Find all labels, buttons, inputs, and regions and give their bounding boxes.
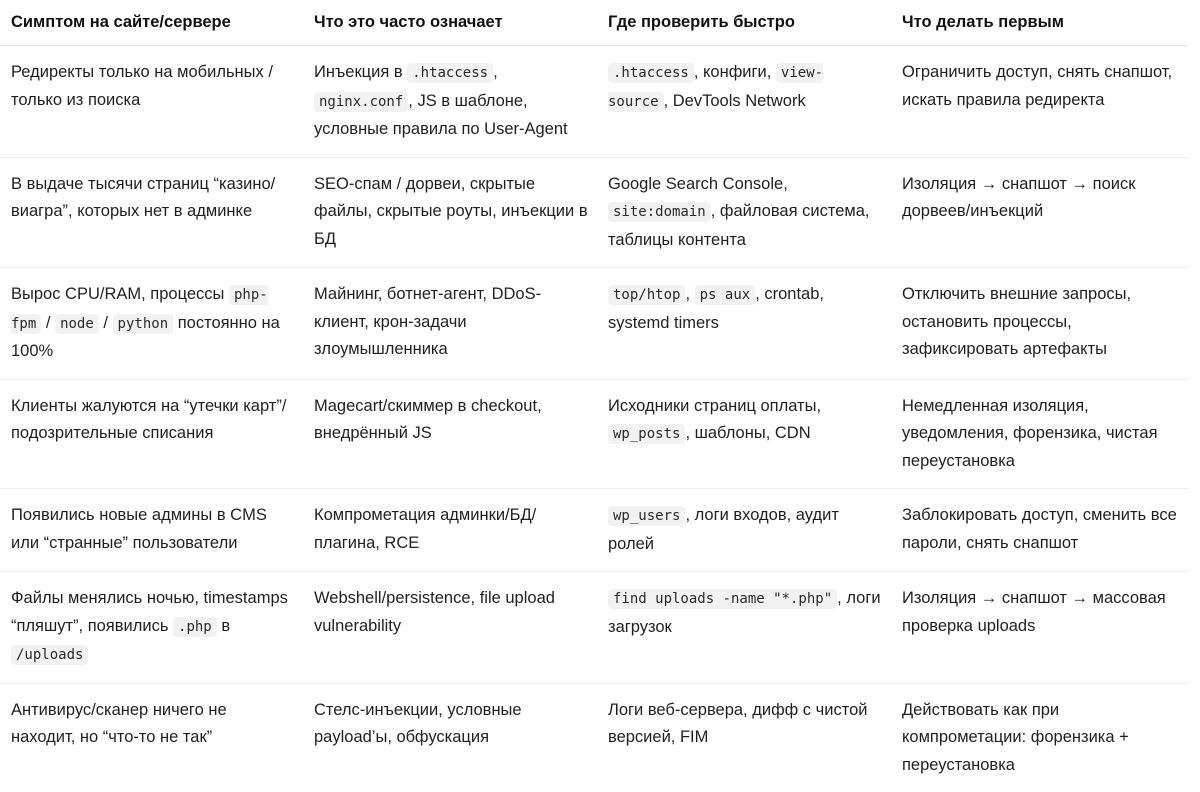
cell-where-check (597, 157, 891, 268)
table-row (0, 46, 1188, 158)
inline-code: site:domain (608, 202, 711, 222)
cell-text: , конфиги, (694, 63, 776, 81)
cell-text: , логи загрузок (608, 589, 881, 636)
cell-text: , логи входов, аудит ролей (608, 506, 839, 553)
cell-first-action (891, 157, 1188, 268)
inline-code: view-source (608, 63, 823, 112)
cell-text: Заблокировать доступ, сменить все пароли, снять снапшот (902, 506, 1177, 552)
cell-symptom (0, 157, 303, 268)
inline-code: /uploads (11, 645, 88, 665)
cell-text: Клиенты жалуются на “утечки карт”/подозрительные списания (11, 397, 286, 443)
cell-text: Файлы менялись ночью, timestamps “пляшут”, появились (11, 589, 288, 635)
cell-text: , JS в шаблоне, условные правила по User-Agent (314, 92, 568, 139)
inline-code: node (55, 314, 99, 334)
cell-symptom (0, 46, 303, 158)
table-row (0, 268, 1188, 380)
cell-symptom (0, 572, 303, 684)
cell-text: Изоляция → снапшот → массовая проверка uploads (902, 589, 1166, 635)
cell-meaning (303, 157, 597, 268)
cell-text: Вырос CPU/RAM, процессы (11, 285, 229, 303)
cell-text: , crontab, systemd timers (608, 285, 824, 332)
inline-code: nginx.conf (314, 92, 408, 112)
cell-meaning (303, 683, 597, 792)
cell-meaning (303, 572, 597, 684)
cell-text: Webshell/persistence, file upload vulnerability (314, 589, 555, 635)
inline-code: wp_posts (608, 424, 685, 444)
cell-where-check (597, 268, 891, 380)
cell-text: Редиректы только на мобильных / только из поиска (11, 63, 273, 109)
header-meaning: Что это часто означает (303, 0, 597, 46)
table-header-row (0, 0, 1188, 46)
cell-first-action (891, 379, 1188, 489)
cell-text: Майнинг, ботнет-агент, DDoS-клиент, крон-задачи злоумышленника (314, 285, 541, 358)
inline-code: .htaccess (407, 63, 493, 83)
cell-text: постоянно на 100% (11, 314, 280, 361)
cell-text: Немедленная изоляция, уведомления, форензика, чистая переустановка (902, 397, 1158, 470)
header-symptom: Симптом на сайте/сервере (0, 0, 303, 46)
cell-first-action (891, 572, 1188, 684)
cell-text: Инъекция в (314, 63, 407, 81)
cell-text: SEO-спам / дорвеи, скрытые файлы, скрытые роуты, инъекции в БД (314, 175, 588, 248)
table-body (0, 46, 1188, 792)
table-row (0, 157, 1188, 268)
cell-text: Изоляция → снапшот → поиск дорвеев/инъекций (902, 175, 1135, 221)
cell-symptom (0, 683, 303, 792)
cell-text: , (493, 63, 498, 81)
header-first-action: Что делать первым (891, 0, 1188, 46)
cell-meaning (303, 46, 597, 158)
cell-text: / (41, 314, 55, 332)
cell-symptom (0, 489, 303, 572)
cell-text: Magecart/скиммер в checkout, внедрённый JS (314, 397, 542, 443)
cell-text: Антивирус/сканер ничего не находит, но “что-то не так” (11, 701, 227, 747)
cell-where-check (597, 46, 891, 158)
cell-text: Появились новые админы в CMS или “странные” пользователи (11, 506, 267, 552)
cell-symptom (0, 268, 303, 380)
cell-symptom (0, 379, 303, 489)
cell-first-action (891, 683, 1188, 792)
inline-code: .htaccess (608, 63, 694, 83)
table-row (0, 379, 1188, 489)
inline-code: ps aux (695, 285, 756, 305)
cell-text: , файловая система, таблицы контента (608, 202, 870, 249)
cell-meaning (303, 268, 597, 380)
cell-text: Ограничить доступ, снять снапшот, искать правила редиректа (902, 63, 1172, 109)
cell-text: В выдаче тысячи страниц “казино/виагра”, которых нет в админке (11, 175, 275, 221)
cell-where-check (597, 489, 891, 572)
cell-meaning (303, 379, 597, 489)
cell-text: , DevTools Network (664, 92, 806, 110)
cell-text: / (99, 314, 113, 332)
cell-text: Отключить внешние запросы, остановить процессы, зафиксировать артефакты (902, 285, 1131, 358)
header-where-check: Где проверить быстро (597, 0, 891, 46)
cell-text: Логи веб-сервера, дифф с чистой версией, FIM (608, 701, 867, 747)
cell-first-action (891, 46, 1188, 158)
inline-code: .php (173, 617, 217, 637)
cell-where-check (597, 572, 891, 684)
cell-first-action (891, 489, 1188, 572)
cell-text: , шаблоны, CDN (685, 424, 810, 442)
inline-code: php-fpm (11, 285, 268, 334)
cell-text: , (685, 285, 694, 303)
inline-code: wp_users (608, 506, 685, 526)
inline-code: top/htop (608, 285, 685, 305)
table-row (0, 683, 1188, 792)
cell-first-action (891, 268, 1188, 380)
inline-code: python (113, 314, 174, 334)
cell-text: Компрометация админки/БД/плагина, RCE (314, 506, 536, 552)
inline-code: find uploads -name "*.php" (608, 589, 837, 609)
cell-text: в (217, 617, 230, 635)
cell-where-check (597, 683, 891, 792)
cell-where-check (597, 379, 891, 489)
cell-meaning (303, 489, 597, 572)
cell-text: Стелс-инъекции, условные payload’ы, обфускация (314, 701, 522, 747)
cell-text: Исходники страниц оплаты, (608, 397, 821, 415)
table-row (0, 572, 1188, 684)
table-row (0, 489, 1188, 572)
cell-text: Google Search Console, (608, 175, 788, 193)
cell-text: Действовать как при компрометации: форензика + переустановка (902, 701, 1129, 774)
